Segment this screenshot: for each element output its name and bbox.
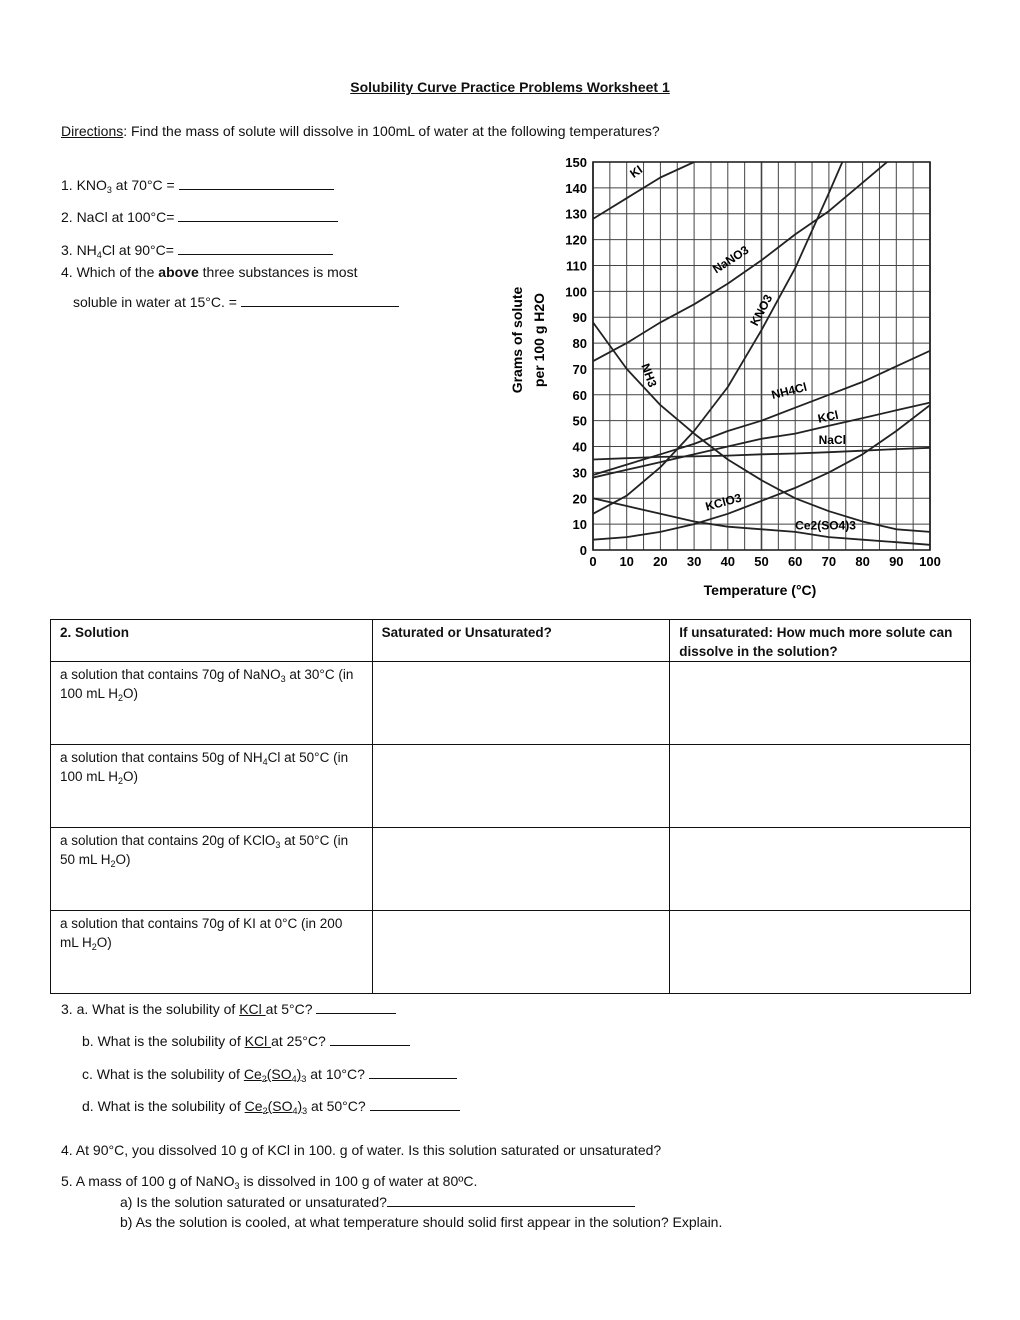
table-header-row [51, 620, 971, 662]
q5-text: 5. A mass of 100 g of NaNO [61, 1173, 235, 1189]
y-tick-label: 140 [565, 180, 587, 196]
x-tick-label: 20 [653, 554, 668, 569]
more-solute-answer-cell[interactable] [670, 745, 971, 828]
question-4-line2 [73, 294, 399, 310]
formula-part: ) [297, 1098, 303, 1114]
curve-label-nh3: NH3 [638, 361, 660, 390]
saturated-answer-cell[interactable] [372, 828, 670, 911]
q3b-compound: KCl [244, 1033, 272, 1049]
saturated-answer-cell[interactable] [372, 745, 670, 828]
y-tick-label: 40 [572, 439, 587, 455]
y-tick-label: 80 [572, 336, 587, 352]
q1-4-post: three substances is most [198, 264, 358, 280]
question-5 [61, 1173, 477, 1189]
q1-3-sub: 4 [96, 250, 102, 260]
q3c-post: at 10°C? [306, 1066, 369, 1082]
answer-blank[interactable] [179, 177, 334, 190]
q5a-text: a) Is the solution saturated or unsaturated? [120, 1194, 387, 1210]
solubility-curve-chart [500, 150, 950, 605]
solution-sub: 2 [91, 942, 97, 952]
curve-label-kcl: KCl [816, 407, 840, 426]
x-tick-label: 70 [821, 554, 837, 569]
saturated-answer-cell[interactable] [372, 662, 670, 745]
curve-label-kno3: KNO3 [747, 292, 776, 329]
q3a-text: 3. a. What is the solubility of [61, 1001, 240, 1017]
question-5b: b) As the solution is cooled, at what temperature should solid first appear in the solution? Explain. [120, 1214, 723, 1230]
formula-part: Ce [243, 1066, 262, 1082]
solution-sub: 3 [275, 840, 281, 850]
solution-text: a solution that contains 20g of KClO [60, 833, 276, 848]
more-solute-answer-cell[interactable] [670, 911, 971, 994]
x-tick-label: 90 [889, 554, 904, 569]
page-title: Solubility Curve Practice Problems Worksheet 1 [350, 79, 670, 95]
solution-text: at 30°C (in 100 mL H [60, 667, 354, 701]
more-solute-answer-cell[interactable] [670, 828, 971, 911]
solution-cell [51, 828, 373, 911]
solution-sub: 3 [280, 674, 286, 684]
q1-1-post: at 70°C = [111, 177, 179, 193]
solution-sub: 2 [110, 859, 116, 869]
solution-sub: 2 [118, 693, 124, 703]
y-tick-label: 30 [572, 465, 587, 481]
x-tick-label: 30 [686, 554, 702, 569]
solution-table [50, 619, 971, 994]
formula-part: (SO [266, 1066, 292, 1082]
q1-3-post: Cl at 90°C= [101, 242, 178, 258]
table-row [51, 828, 971, 911]
solution-cell [51, 745, 373, 828]
q5-sub: 3 [234, 1181, 240, 1191]
question-3-nh4cl [61, 242, 333, 258]
x-tick-label: 80 [855, 554, 870, 569]
q1-1-sub: 3 [106, 185, 112, 195]
x-tick-label: 50 [754, 554, 769, 569]
formula-sub: 2 [261, 1074, 267, 1084]
solution-cell [51, 662, 373, 745]
solution-text: O) [123, 769, 139, 784]
answer-blank[interactable] [387, 1194, 635, 1207]
formula-part: (SO [267, 1098, 293, 1114]
formula-part: ) [296, 1066, 302, 1082]
solution-text: O) [96, 935, 112, 950]
answer-blank[interactable] [330, 1033, 410, 1046]
question-5a [120, 1194, 635, 1210]
y-tick-label: 10 [572, 517, 587, 533]
table-row [51, 662, 971, 745]
formula-part: Ce [244, 1098, 263, 1114]
q3d-compound [245, 1098, 308, 1114]
answer-blank[interactable] [178, 209, 338, 222]
q1-3-text: 3. NH [61, 242, 97, 258]
solution-text: a solution that contains 70g of NaNO [60, 667, 281, 682]
y-tick-label: 60 [572, 387, 587, 403]
y-tick-label: 150 [565, 155, 587, 170]
answer-blank[interactable] [241, 294, 399, 307]
formula-sub: 4 [292, 1106, 298, 1116]
question-3b [82, 1033, 410, 1049]
x-axis-label: Temperature (°C) [703, 582, 817, 598]
directions [61, 123, 660, 139]
curve-label-nacl: NaCl [818, 432, 846, 447]
solution-cell [51, 911, 373, 994]
q1-1-text: 1. KNO [61, 177, 107, 193]
saturated-answer-cell[interactable] [372, 911, 670, 994]
header-saturated: Saturated or Unsaturated? [372, 620, 670, 662]
q5-post: is dissolved in 100 g of water at 80ºC. [239, 1173, 478, 1189]
y-tick-label: 130 [565, 206, 587, 222]
more-solute-answer-cell[interactable] [670, 662, 971, 745]
q3c-text: c. What is the solubility of [82, 1066, 244, 1082]
q3d-text: d. What is the solubility of [82, 1098, 245, 1114]
solution-text: at 50°C (in 50 mL H [60, 833, 349, 867]
answer-blank[interactable] [369, 1066, 457, 1079]
curve-label-ce2so4: Ce2(SO4)3 [795, 518, 856, 533]
question-2-nacl [61, 209, 338, 225]
directions-text: : Find the mass of solute will dissolve in 100mL of water at the following temperatures? [123, 123, 660, 139]
formula-sub: 2 [262, 1106, 268, 1116]
answer-blank[interactable] [370, 1098, 460, 1111]
q3c-compound [244, 1066, 307, 1082]
x-tick-label: 10 [619, 554, 634, 569]
curve-label-ki: KI [627, 162, 646, 181]
answer-blank[interactable] [316, 1001, 396, 1014]
q3a-compound: KCl [239, 1001, 266, 1017]
solution-sub: 4 [262, 757, 268, 767]
table-row [51, 911, 971, 994]
y-tick-label: 90 [572, 310, 587, 326]
formula-sub: 3 [301, 1074, 307, 1084]
y-tick-label: 20 [572, 491, 587, 507]
solution-text: O) [115, 852, 131, 867]
y-tick-label: 70 [572, 361, 587, 377]
chart-curve-labels [627, 162, 856, 532]
y-tick-label: 50 [572, 413, 587, 429]
solution-text: O) [123, 686, 139, 701]
q1-4-text: 4. Which of the [61, 264, 159, 280]
q1-4-bold: above [158, 264, 199, 280]
question-4: 4. At 90°C, you dissolved 10 g of KCl in 100. g of water. Is this solution saturated or unsaturated? [61, 1142, 662, 1158]
q1-4-line2-text: soluble in water at 15°C. = [73, 294, 241, 310]
y-tick-label: 0 [579, 543, 587, 558]
directions-label: Directions [61, 123, 124, 139]
question-1-kno3 [61, 177, 334, 193]
x-tick-label: 0 [589, 554, 597, 569]
y-axis-label-line2: per 100 g H2O [531, 292, 547, 388]
question-3c [82, 1066, 457, 1082]
solution-sub: 2 [118, 776, 124, 786]
y-tick-label: 120 [565, 232, 587, 248]
curve-label-kclo3: KClO3 [703, 490, 743, 514]
curve-label-nano3: NaNO3 [710, 242, 752, 277]
y-tick-label: 110 [566, 258, 587, 274]
question-3a [61, 1001, 396, 1017]
header-solution: 2. Solution [51, 620, 373, 662]
header-how-much-more: If unsaturated: How much more solute can dissolve in the solution? [670, 620, 971, 662]
q1-2-text: 2. NaCl at 100°C= [61, 209, 179, 225]
question-3d [82, 1098, 460, 1114]
solution-text: a solution that contains 50g of NH [60, 750, 263, 765]
chart-grid [593, 162, 930, 550]
x-tick-label: 40 [720, 554, 736, 569]
formula-sub: 4 [291, 1074, 297, 1084]
q3a-post: at 5°C? [265, 1001, 317, 1017]
q3b-text: b. What is the solubility of [82, 1033, 245, 1049]
formula-sub: 3 [302, 1106, 308, 1116]
y-tick-label: 100 [565, 284, 587, 300]
x-tick-label: 60 [787, 554, 803, 569]
solution-text: a solution that contains 70g of KI at 0°C (in 200 mL H [60, 916, 343, 950]
curve-label-nh4cl: NH4Cl [770, 379, 809, 403]
question-4-most-soluble [61, 264, 358, 280]
q3b-post: at 25°C? [271, 1033, 330, 1049]
solution-text: Cl at 50°C (in 100 mL H [60, 750, 349, 784]
answer-blank[interactable] [178, 242, 333, 255]
y-axis-label: Grams of solute [509, 286, 525, 394]
table-row [51, 745, 971, 828]
q3d-post: at 50°C? [307, 1098, 370, 1114]
x-tick-label: 100 [919, 554, 941, 569]
